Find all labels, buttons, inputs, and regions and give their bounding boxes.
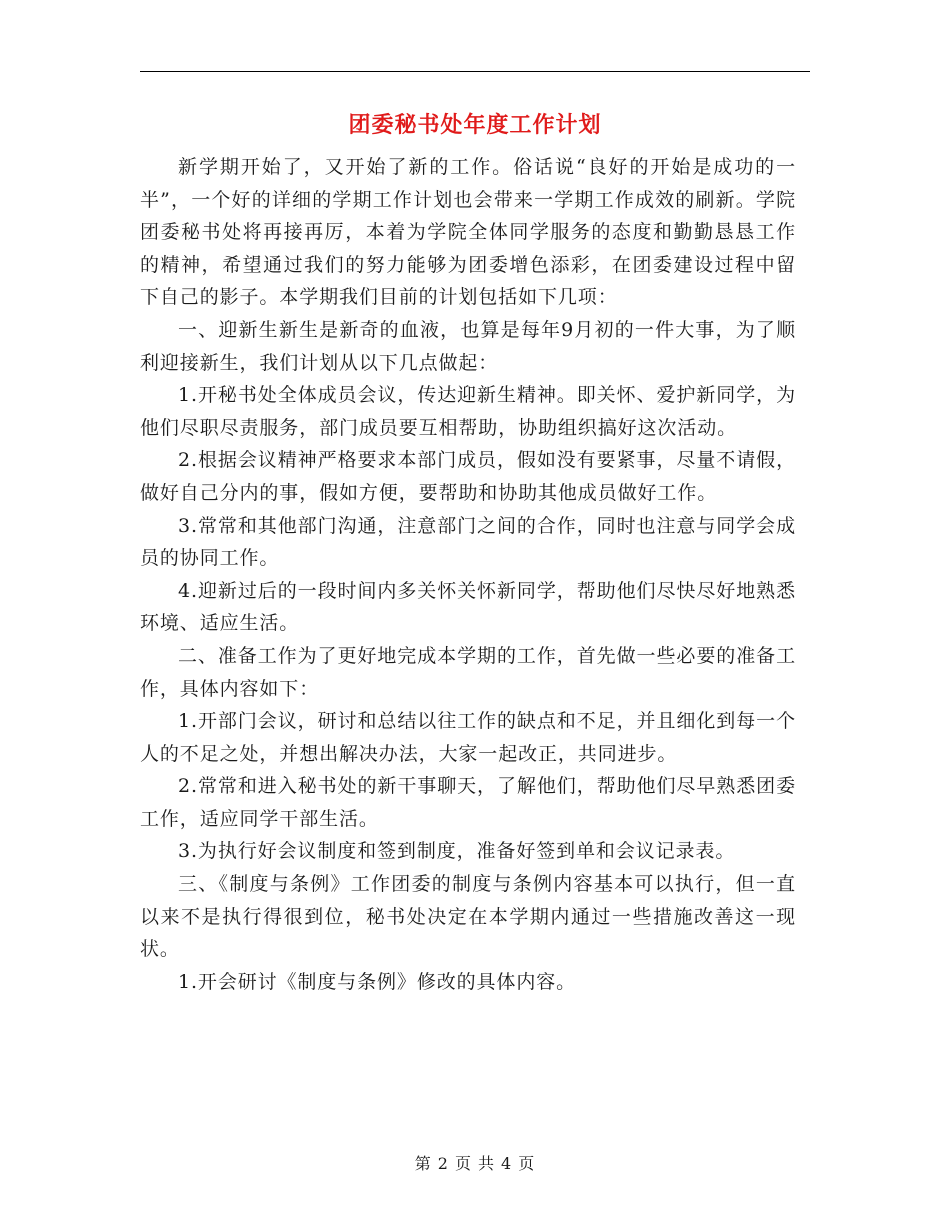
paragraph-section-1-heading: 一、迎新生新生是新奇的血液，也算是每年9月初的一件大事，为了顺利迎接新生，我们计划从以下几点做起：: [140, 318, 796, 374]
paragraph-section-1-item-3: 3.常常和其他部门沟通，注意部门之间的合作，同时也注意与同学会成员的协同工作。: [140, 514, 796, 570]
paragraph-section-3-heading: 三、《制度与条例》工作团委的制度与条例内容基本可以执行，但一直以来不是执行得很到位，秘书处决定在本学期内通过一些措施改善这一现状。: [140, 873, 796, 961]
page-footer: [0, 1153, 950, 1175]
footer-page-current: 2: [437, 1154, 449, 1173]
footer-middle: 页 共: [454, 1154, 496, 1173]
document-title: 团委秘书处年度工作计划: [348, 112, 602, 138]
footer-prefix: 第: [414, 1154, 432, 1173]
header-rule: [140, 71, 810, 72]
footer-page-total: 4: [501, 1154, 513, 1173]
paragraph-section-1-item-1: 1.开秘书处全体成员会议，传达迎新生精神。即关怀、爱护新同学，为他们尽职尽责服务，部门成员要互相帮助，协助组织搞好这次活动。: [140, 384, 796, 439]
paragraph-section-2-item-1: 1.开部门会议，研讨和总结以往工作的缺点和不足，并且细化到每一个人的不足之处，并想出解决办法，大家一起改正，共同进步。: [140, 710, 796, 765]
paragraph-section-2-item-3: 3.为执行好会议制度和签到制度，准备好签到单和会议记录表。: [178, 840, 736, 863]
paragraph-section-2-item-2: 2.常常和进入秘书处的新干事聊天，了解他们，帮助他们尽早熟悉团委工作，适应同学干部生活。: [140, 775, 796, 830]
paragraph-section-3-item-1: 1.开会研讨《制度与条例》修改的具体内容。: [178, 970, 577, 993]
paragraph-intro: 新学期开始了，又开始了新的工作。俗话说“良好的开始是成功的一半”，一个好的详细的学期工作计划也会带来一学期工作成效的刷新。学院团委秘书处将再接再厉，本着为学院全体同学服务的态度和勤勤恳恳工作的精神，希望通过我们的努力能够为团委增色添彩，在团委建设过程中留下自己的影子。本学期我们目前的计划包括如下几项：: [140, 156, 796, 309]
paragraph-section-2-heading: 二、准备工作为了更好地完成本学期的工作，首先做一些必要的准备工作，具体内容如下：: [140, 644, 796, 700]
footer-suffix: 页: [518, 1154, 536, 1173]
paragraph-section-1-item-2: 2.根据会议精神严格要求本部门成员，假如没有要紧事，尽量不请假，做好自己分内的事，假如方便，要帮助和协助其他成员做好工作。: [140, 449, 796, 504]
document-body: [140, 151, 796, 998]
paragraph-section-1-item-4: 4.迎新过后的一段时间内多关怀关怀新同学，帮助他们尽快尽好地熟悉环境、适应生活。: [140, 579, 796, 635]
